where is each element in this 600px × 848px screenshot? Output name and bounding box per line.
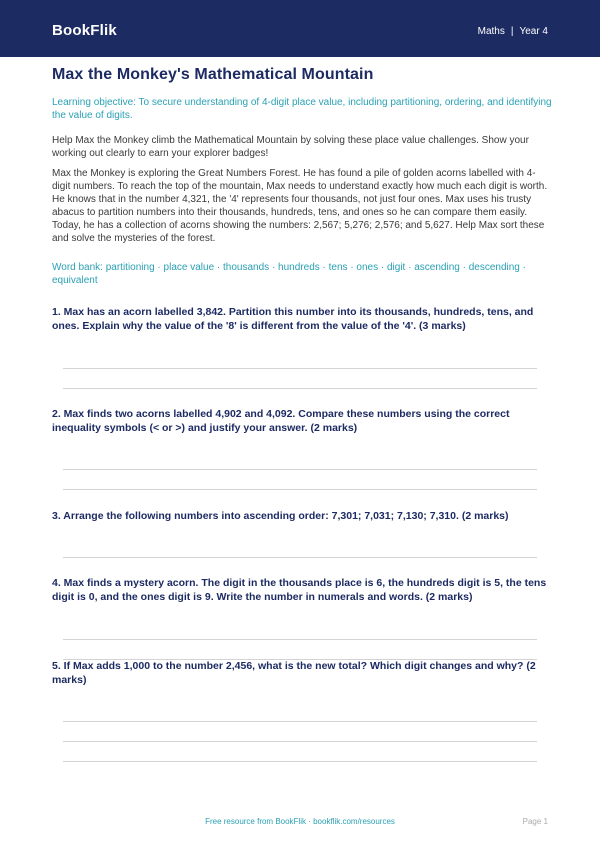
intro-paragraph: Help Max the Monkey climb the Mathematical Mountain by solving these place value challenges. Show your working out clearly to earn your explorer badges! [52, 135, 529, 159]
worksheet-title: Max the Monkey's Mathematical Mountain [52, 66, 374, 83]
question-4: 4. Max finds a mystery acorn. The digit in the thousands place is 6, the hundreds digit is 5, the tens digit is 0, and the ones digit is 9. Write the number in numerals and words. (2 marks) [52, 577, 547, 603]
learning-objective: Learning objective: To secure understanding of 4-digit place value, including partitioning, ordering, and identifying the value of digits. [52, 97, 552, 121]
word-bank: Word bank: partitioning · place value · thousands · hundreds · tens · ones · digit · ascending · descending · equivalent [52, 262, 526, 286]
question-5: 5. If Max adds 1,000 to the number 2,456, what is the new total? Which digit changes and why? (2 marks) [52, 660, 536, 686]
question-2: 2. Max finds two acorns labelled 4,902 and 4,092. Compare these numbers using the correct inequality symbols (< or >) and justify your answer. (2 marks) [52, 408, 510, 434]
answer-line[interactable] [63, 721, 537, 722]
question-3: 3. Arrange the following numbers into ascending order: 7,301; 7,031; 7,130; 7,310. (2 marks) [52, 510, 509, 522]
page-header [0, 0, 600, 57]
header-meta [478, 26, 548, 37]
answer-line[interactable] [63, 388, 537, 389]
answer-line[interactable] [63, 469, 537, 470]
year-label: Year 4 [519, 26, 548, 37]
answer-line[interactable] [63, 368, 537, 369]
page-number: Page 1 [522, 817, 548, 826]
answer-line[interactable] [63, 761, 537, 762]
brand-logo-text: BookFlik [52, 22, 117, 39]
answer-line[interactable] [63, 741, 537, 742]
story-paragraph: Max the Monkey is exploring the Great Numbers Forest. He has found a pile of golden acorns labelled with 4-digit numbers. To reach the top of the mountain, Max needs to understand exactly how much each digit is worth. He knows that in the number 4,321, the '4' represents four thousands, not just four ones. Max uses his trusty abacus to partition numbers into their thousands, hundreds, tens, and ones so he can compare them easily. Today, he has a collection of acorns showing the numbers: 2,567; 5,276; 2,576; and 5,627. Help Max sort these and solve the mysteries of the forest. [52, 168, 548, 244]
header-separator: | [510, 26, 514, 37]
footer-credit: Free resource from BookFlik · bookflik.com/resources [205, 817, 395, 826]
answer-line[interactable] [63, 639, 537, 640]
answer-line[interactable] [63, 489, 537, 490]
question-1: 1. Max has an acorn labelled 3,842. Partition this number into its thousands, hundreds, tens, and ones. Explain why the value of the '8' is different from the value of the '4'. (3 marks) [52, 306, 534, 332]
answer-line[interactable] [63, 557, 537, 558]
subject-label: Maths [477, 26, 505, 37]
